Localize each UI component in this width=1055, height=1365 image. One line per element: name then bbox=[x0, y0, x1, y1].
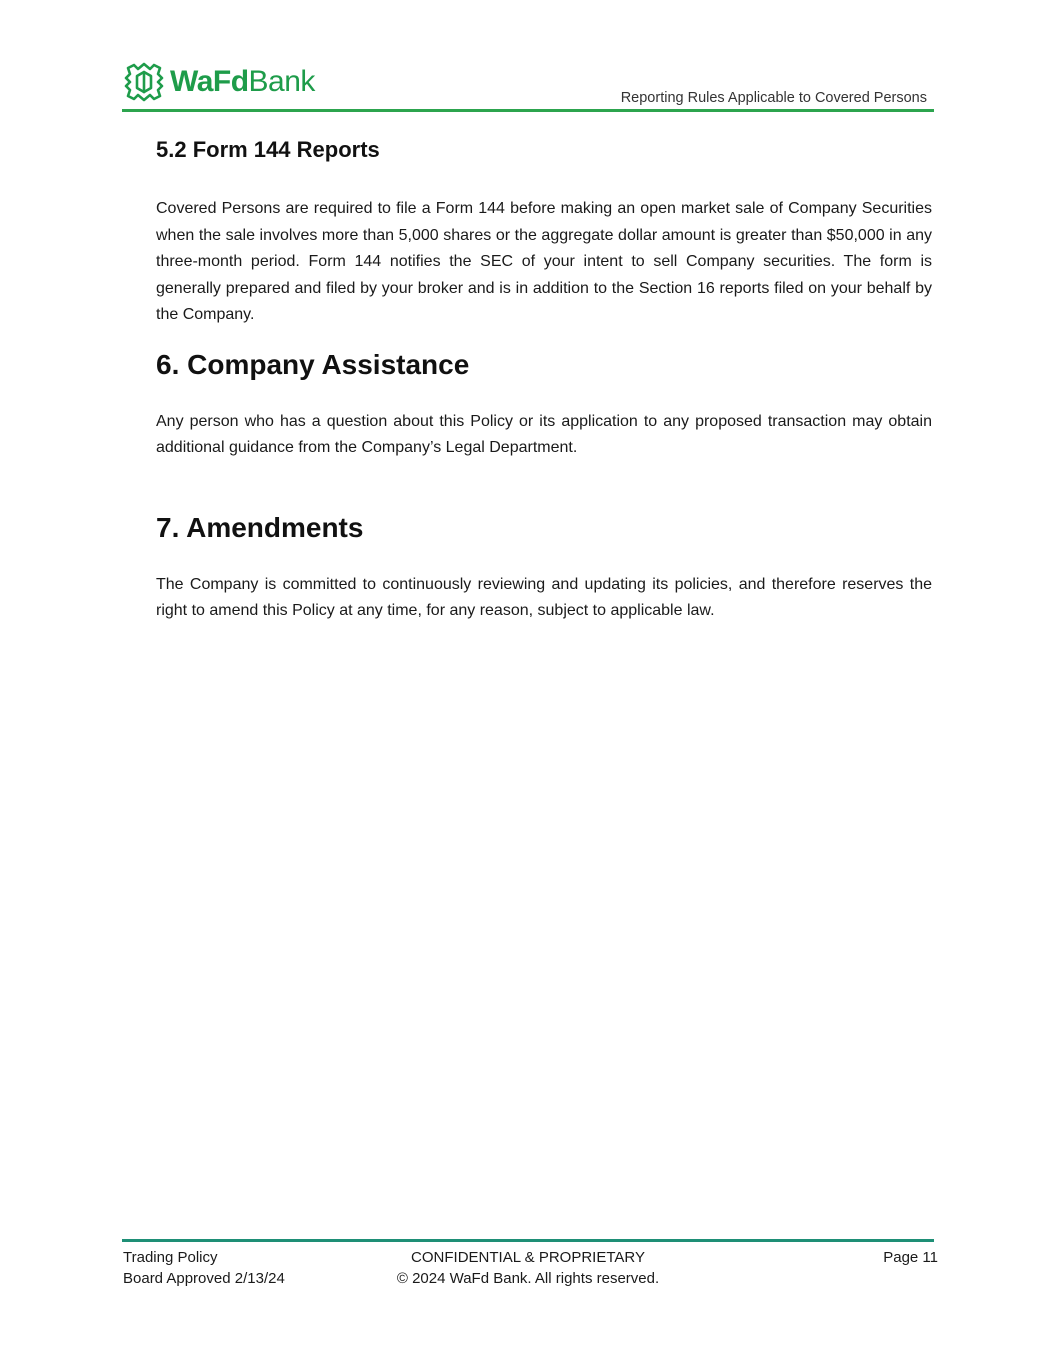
footer-policy-name: Trading Policy bbox=[123, 1249, 218, 1266]
page-content bbox=[156, 136, 932, 625]
wafd-logo-icon bbox=[122, 60, 166, 104]
footer-approval-date: Board Approved 2/13/24 bbox=[123, 1270, 285, 1287]
header-title: Reporting Rules Applicable to Covered Persons bbox=[620, 90, 927, 106]
logo-wordmark bbox=[170, 60, 315, 104]
footer-page-number: Page 11 bbox=[883, 1249, 938, 1266]
header-divider bbox=[122, 109, 934, 112]
footer-divider bbox=[122, 1239, 934, 1242]
section-5-2-paragraph: Covered Persons are required to file a Form 144 before making an open market sale of Company Securities when the sale involves more than 5,000 shares or the aggregate dollar amount is greater than $50,000 in any three-month period. Form 144 notifies the SEC of your intent to sell Company securities. The form is generally prepared and filed by your broker and is in addition to the Section 16 reports filed on your behalf by the Company. bbox=[156, 200, 932, 323]
footer-center bbox=[363, 1247, 693, 1289]
section-7-paragraph: The Company is committed to continuously reviewing and updating its policies, and therefore reserves the right to amend this Policy at any time, for any reason, subject to applicable law. bbox=[156, 575, 932, 619]
section-7-heading: 7. Amendments bbox=[156, 511, 364, 543]
footer-confidential-label: CONFIDENTIAL & PROPRIETARY bbox=[411, 1249, 645, 1266]
wafd-bank-logo bbox=[122, 60, 315, 104]
logo-bank-text: Bank bbox=[248, 65, 315, 98]
footer-copyright: © 2024 WaFd Bank. All rights reserved. bbox=[396, 1270, 660, 1287]
logo-wafd-text: WaFd bbox=[170, 65, 249, 98]
section-6-paragraph: Any person who has a question about this Policy or its application to any proposed transaction may obtain additional guidance from the Company’s Legal Department. bbox=[156, 412, 932, 456]
section-5-2-heading: 5.2 Form 144 Reports bbox=[156, 137, 380, 162]
footer-left bbox=[123, 1247, 285, 1289]
section-6-heading: 6. Company Assistance bbox=[156, 348, 470, 380]
